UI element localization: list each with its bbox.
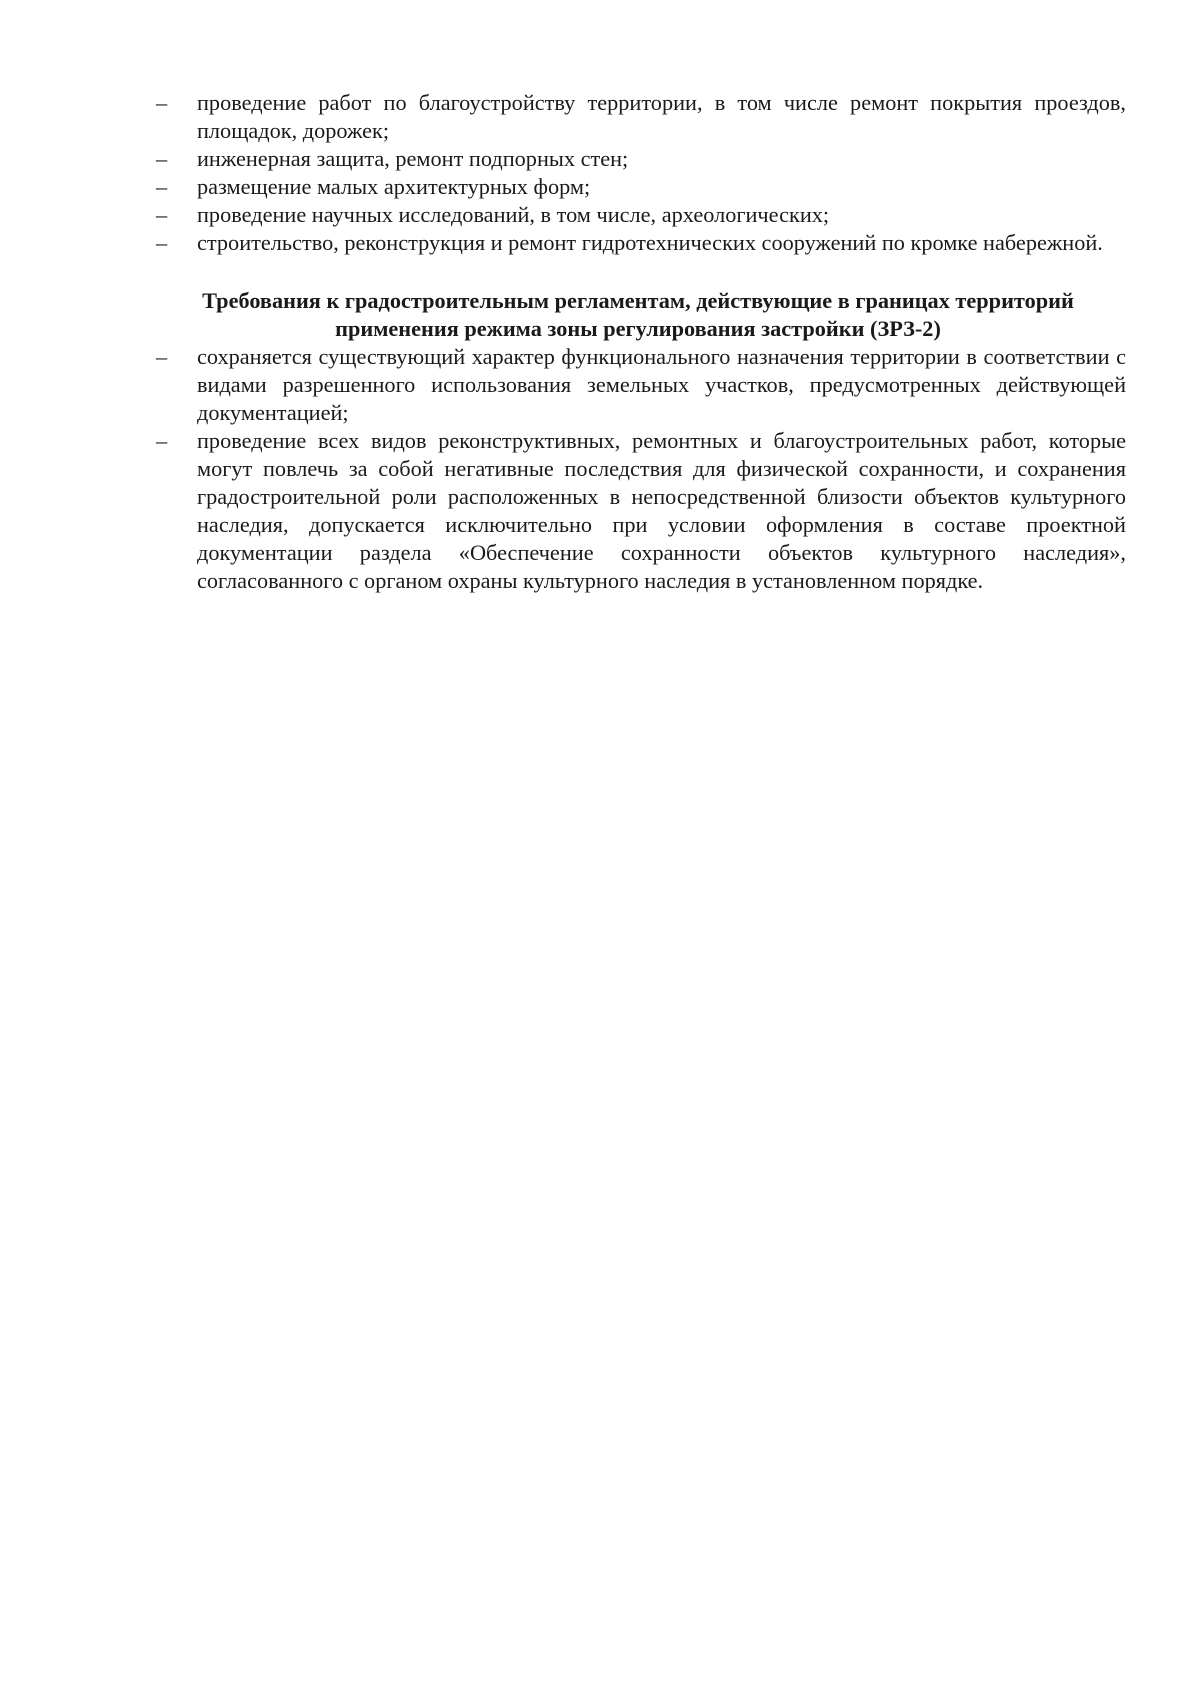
bullet-dash: – [156,146,168,171]
section-heading [156,287,1126,343]
list-item [156,89,1126,145]
list-item [156,201,1126,229]
list-item [156,229,1126,257]
document-body [156,89,1126,595]
list-item-text: проведение всех видов реконструктивных, ремонтных и благоустроительных работ, которые могут повлечь за собой негативные последствия для физической сохранности, и сохранения градостроительной роли расположенных в непосредственной близости объектов культурного наследия, допускается исключительно при условии оформления в составе проектной документации раздела «Обеспечение сохранности объектов культурного наследия», согласованного с органом охраны культурного наследия в установленном порядке. [197,428,1126,593]
bullet-dash: – [156,428,168,453]
list-item-text: сохраняется существующий характер функционального назначения территории в соответствии с видами разрешенного использования земельных участков, предусмотренных действующей документацией; [197,344,1126,425]
bullet-dash: – [156,344,168,369]
section-heading-line-2: применения режима зоны регулирования застройки (ЗРЗ-2) [335,316,941,341]
list-item-text: инженерная защита, ремонт подпорных стен; [197,146,629,171]
bullet-dash: – [156,174,168,199]
bullet-dash: – [156,90,168,115]
zrz2-requirements-list [156,343,1126,595]
list-item-text: проведение научных исследований, в том числе, археологических; [197,202,830,227]
list-item [156,173,1126,201]
list-item [156,343,1126,427]
permitted-works-list [156,89,1126,257]
bullet-dash: – [156,230,168,255]
list-item [156,145,1126,173]
section-heading-line-1: Требования к градостроительным регламентам, действующие в границах территорий [202,288,1074,313]
list-item [156,427,1126,595]
list-item-text: проведение работ по благоустройству территории, в том числе ремонт покрытия проездов, площадок, дорожек; [197,90,1126,143]
bullet-dash: – [156,202,168,227]
list-item-text: размещение малых архитектурных форм; [197,174,591,199]
list-item-text: строительство, реконструкция и ремонт гидротехнических сооружений по кромке набережной. [197,230,1103,255]
